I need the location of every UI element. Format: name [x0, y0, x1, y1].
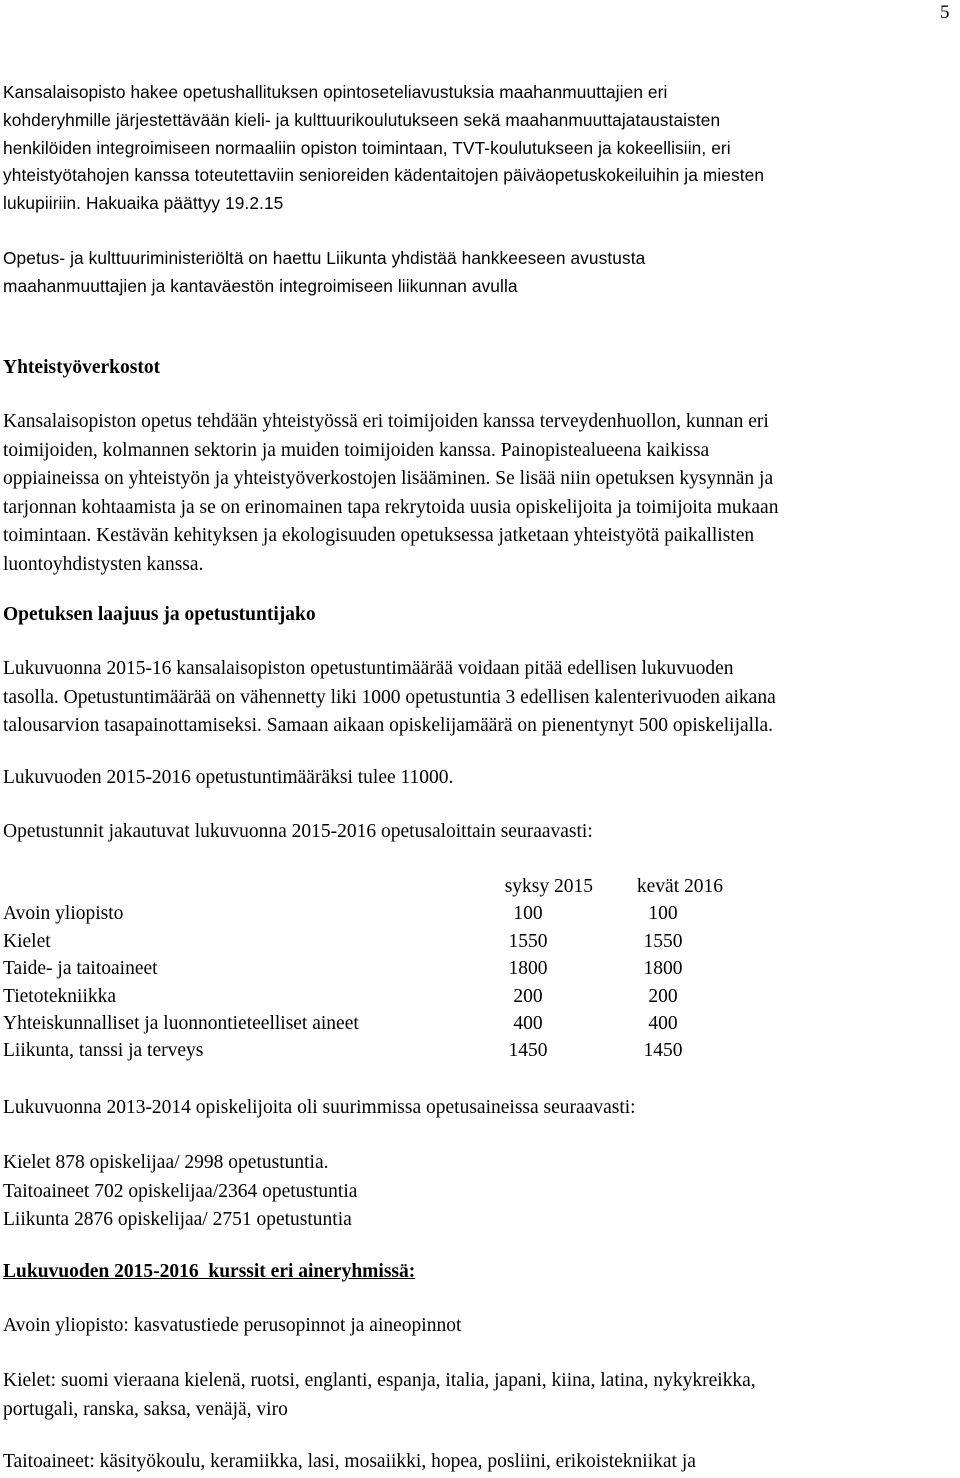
tuntimaara-text: Lukuvuoden 2015-2016 opetustuntimääräksi tulee 11000.: [3, 767, 454, 788]
text-line: kohderyhmille järjestettävään kieli- ja kulttuurikoulutukseen sekä maahanmuuttajataustaisten: [3, 109, 721, 130]
text-line: portugali, ranska, saksa, venäjä, viro: [3, 1398, 288, 1420]
table-cell-value: 200: [513, 985, 543, 1007]
table-cell-value: 400: [648, 1012, 678, 1034]
text-line: yhteistyötahojen kanssa toteutettaviin senioreiden kädentaitojen päiväopetuskokeiluihin ja miesten: [3, 165, 765, 186]
table-cell-label: Avoin yliopisto: [3, 903, 124, 925]
text-line: oppiaineissa on yhteistyön ja yhteistyöverkostojen lisääminen. Se lisää niin opetuksen kysynnän ja: [3, 468, 774, 489]
table-cell-value: 1550: [643, 930, 683, 952]
opiskelijat-list: [3, 1149, 955, 1235]
jakautuvat-text: Opetustunnit jakautuvat lukuvuonna 2015-2016 opetusaloittain seuraavasti:: [3, 821, 593, 842]
list-item: Kielet 878 opiskelijaa/ 2998 opetustuntia.: [3, 1152, 329, 1173]
table-cell-value: 1450: [643, 1040, 683, 1062]
table-header-blank: [3, 873, 463, 900]
table-cell-label: Kielet: [3, 930, 51, 952]
table-row: [3, 928, 763, 955]
text-line: luontoyhdistysten kanssa.: [3, 553, 204, 575]
table-cell-value: 100: [648, 903, 678, 925]
table-header-cell: kevät 2016: [636, 876, 723, 897]
table-cell-label: Tietotekniikka: [3, 985, 117, 1007]
laajuus-paragraph: [3, 655, 955, 741]
page-number: 5: [940, 2, 950, 23]
intro-paragraph: [3, 79, 955, 218]
table-cell-value: 400: [513, 1012, 543, 1034]
table-header-row: [3, 873, 763, 900]
okm-paragraph: [3, 245, 955, 301]
text-line: talousarvion tasapainottamiseksi. Samaan aikaan opiskelijamäärä on pienentynyt 500 opiskelijalla.: [3, 715, 774, 736]
text-line: tarjonnan kohtaamista ja se on erinomainen tapa rekrytoida uusia opiskelijoita ja toimijoita mukaan: [3, 496, 779, 518]
text-line: Lukuvuonna 2015-16 kansalaisopiston opetustuntimäärää voidaan pitää edellisen lukuvuoden: [3, 658, 734, 679]
text-line: toimijoiden, kolmannen sektorin ja muiden toimijoiden kanssa. Painopistealueena kaikissa: [3, 439, 710, 461]
text-line: henkilöiden integroimiseen normaaliin opiston toimintaan, TVT-koulutukseen ja kokeellisiin, eri: [3, 137, 731, 158]
text-line: Kielet: suomi vieraana kielenä, ruotsi, englanti, espanja, italia, japani, kiina, latina, nykykreikka,: [3, 1370, 756, 1391]
opetustunnit-table: [3, 873, 763, 1065]
avoin-text: Avoin yliopisto: kasvatustiede perusopinnot ja aineopinnot: [3, 1315, 462, 1336]
table-row: [3, 955, 763, 982]
text-line: toimintaan. Kestävän kehityksen ja ekologisuuden opetuksessa jatketaan yhteistyötä paikallisten: [3, 525, 755, 546]
text-line: Kansalaisopisto hakee opetushallituksen opintoseteliavustuksia maahanmuuttajien eri: [3, 82, 668, 102]
table-header-cell: syksy 2015: [504, 876, 593, 897]
table-row: [3, 1010, 763, 1037]
table-cell-value: 200: [648, 985, 678, 1007]
text-line: tasolla. Opetustuntimäärää on vähennetty liki 1000 opetustuntia 3 edellisen kalenterivuoden aikana: [3, 686, 776, 708]
text-line: maahanmuuttajien ja kantaväestön integroimiseen liikunnan avulla: [3, 275, 518, 296]
opiskelijat-intro: Lukuvuonna 2013-2014 opiskelijoita oli suurimmissa opetusaineissa seuraavasti:: [3, 1097, 636, 1118]
table-cell-label: Yhteiskunnalliset ja luonnontieteelliset aineet: [3, 1012, 359, 1034]
table-cell-label: Liikunta, tanssi ja terveys: [3, 1040, 204, 1062]
list-item: Liikunta 2876 opiskelijaa/ 2751 opetustuntia: [3, 1209, 352, 1230]
text-line: lukupiiriin. Hakuaika päättyy 19.2.15: [3, 193, 284, 214]
table-cell-value: 1800: [643, 958, 683, 980]
table-cell-label: Taide- ja taitoaineet: [3, 958, 158, 980]
text-line: Kansalaisopiston opetus tehdään yhteistyössä eri toimijoiden kanssa terveydenhuollon, kunnan eri: [3, 411, 769, 432]
table-cell-value: 1550: [508, 930, 548, 952]
taitoaineet-text: Taitoaineet: käsityökoulu, keramiikka, lasi, mosaiikki, hopea, posliini, erikoistekniikat ja: [3, 1451, 696, 1472]
kielet-paragraph: [3, 1367, 955, 1424]
table-row: [3, 900, 763, 927]
table-row: [3, 1037, 763, 1064]
yhteistyo-paragraph: [3, 408, 955, 579]
table-row: [3, 983, 763, 1010]
laajuus-heading: Opetuksen laajuus ja opetustuntijako: [3, 604, 316, 625]
list-item: Taitoaineet 702 opiskelijaa/2364 opetustuntia: [3, 1180, 358, 1202]
table-cell-value: 100: [513, 903, 543, 925]
kurssit-heading: Lukuvuoden 2015-2016 kurssit eri aineryhmissä:: [3, 1261, 416, 1282]
text-line: Opetus- ja kulttuuriministeriöltä on haettu Liikunta yhdistää hankkeeseen avustusta: [3, 248, 646, 268]
table-cell-value: 1450: [508, 1040, 548, 1062]
table-cell-value: 1800: [508, 958, 548, 980]
yhteistyo-heading: Yhteistyöverkostot: [3, 357, 161, 378]
